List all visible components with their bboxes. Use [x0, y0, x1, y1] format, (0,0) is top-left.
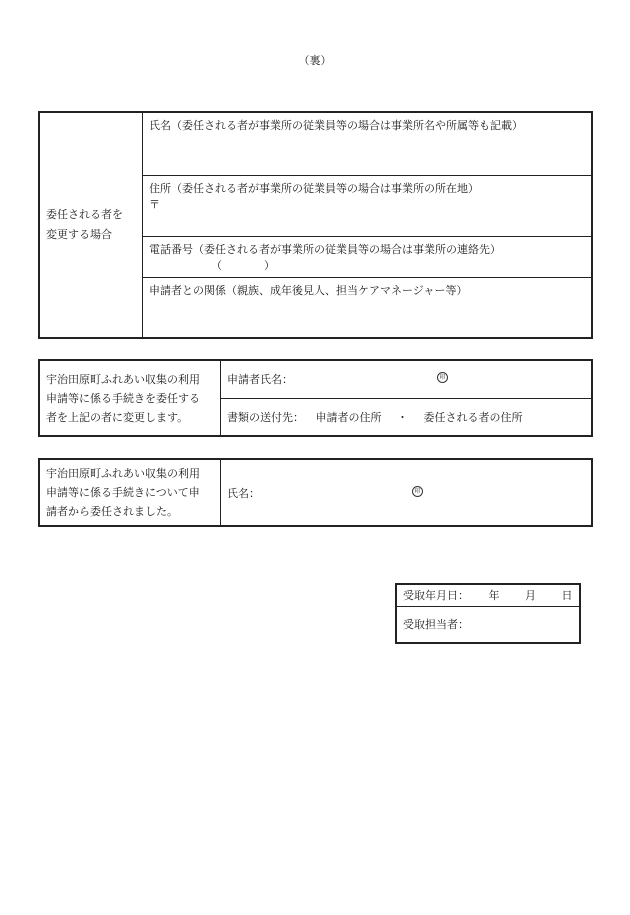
receipt-year: 年 [488, 589, 500, 603]
applicant-statement-line3: 者を上記の者に変更します。 [46, 410, 189, 424]
change-delegate-label-line2: 変更する場合 [46, 228, 112, 241]
change-delegate-table [38, 111, 593, 339]
phone-paren-close: ） [264, 258, 275, 272]
send-option-delegate[interactable]: 委任される者の住所 [423, 410, 523, 424]
relation-field-label: 申請者との関係（親族、成年後見人、担当ケアマネージャー等） [149, 283, 468, 297]
phone-field[interactable] [143, 236, 593, 277]
applicant-name-field[interactable] [221, 360, 593, 398]
page-heading: （裏） [298, 54, 332, 67]
receipt-date-label: 受取年月日： [403, 589, 469, 603]
delegate-name-field[interactable] [221, 459, 593, 526]
applicant-name-label: 申請者氏名： [227, 373, 293, 387]
delegate-statement-cell [39, 459, 221, 526]
delegate-statement-line3: 請者から委任されました。 [46, 505, 178, 518]
delegate-statement-line1: 宇治田原町ふれあい収集の利用 [46, 467, 200, 480]
delegate-acceptance-table [38, 458, 593, 527]
address-field[interactable] [143, 175, 593, 236]
phone-parentheses [143, 258, 591, 274]
applicant-statement-line2: 申請等に係る手続きを委任する [46, 391, 200, 405]
phone-field-label: 電話番号（委任される者が事業所の従業員等の場合は事業所の連絡先） [149, 242, 501, 256]
send-to-label: 書類の送付先： [227, 410, 304, 424]
receipt-month: 月 [525, 589, 536, 603]
send-option-applicant[interactable]: 申請者の住所 [315, 410, 382, 424]
receipt-date-field[interactable] [396, 584, 580, 606]
delegate-statement-line2: 申請等に係る手続きについて申 [46, 486, 200, 499]
phone-paren-open: （ [211, 258, 222, 272]
receipt-staff-field[interactable] [396, 606, 580, 643]
delegate-seal-mark: 印 [412, 486, 423, 497]
receipt-box [395, 583, 581, 644]
name-field[interactable] [143, 112, 593, 175]
applicant-statement-table [38, 359, 593, 437]
relation-field[interactable] [143, 277, 593, 338]
receipt-staff-label: 受取担当者： [403, 618, 469, 632]
address-field-label: 住所（委任される者が事業所の従業員等の場合は事業所の所在地） [149, 181, 479, 195]
delegate-name-label: 氏名： [227, 486, 260, 500]
send-to-field[interactable] [221, 398, 593, 436]
name-field-label: 氏名（委任される者が事業所の従業員等の場合は事業所名や所属等も記載） [149, 119, 523, 132]
postal-mark: 〒 [149, 197, 160, 211]
receipt-day: 日 [561, 589, 573, 603]
change-delegate-label-line1: 委任される者を [46, 208, 123, 221]
applicant-statement-line1: 宇治田原町ふれあい収集の利用 [46, 372, 200, 386]
applicant-seal-mark: 印 [437, 372, 448, 383]
send-option-separator: ・ [397, 410, 408, 424]
applicant-statement-cell [39, 360, 221, 436]
change-delegate-label-cell [39, 112, 143, 338]
